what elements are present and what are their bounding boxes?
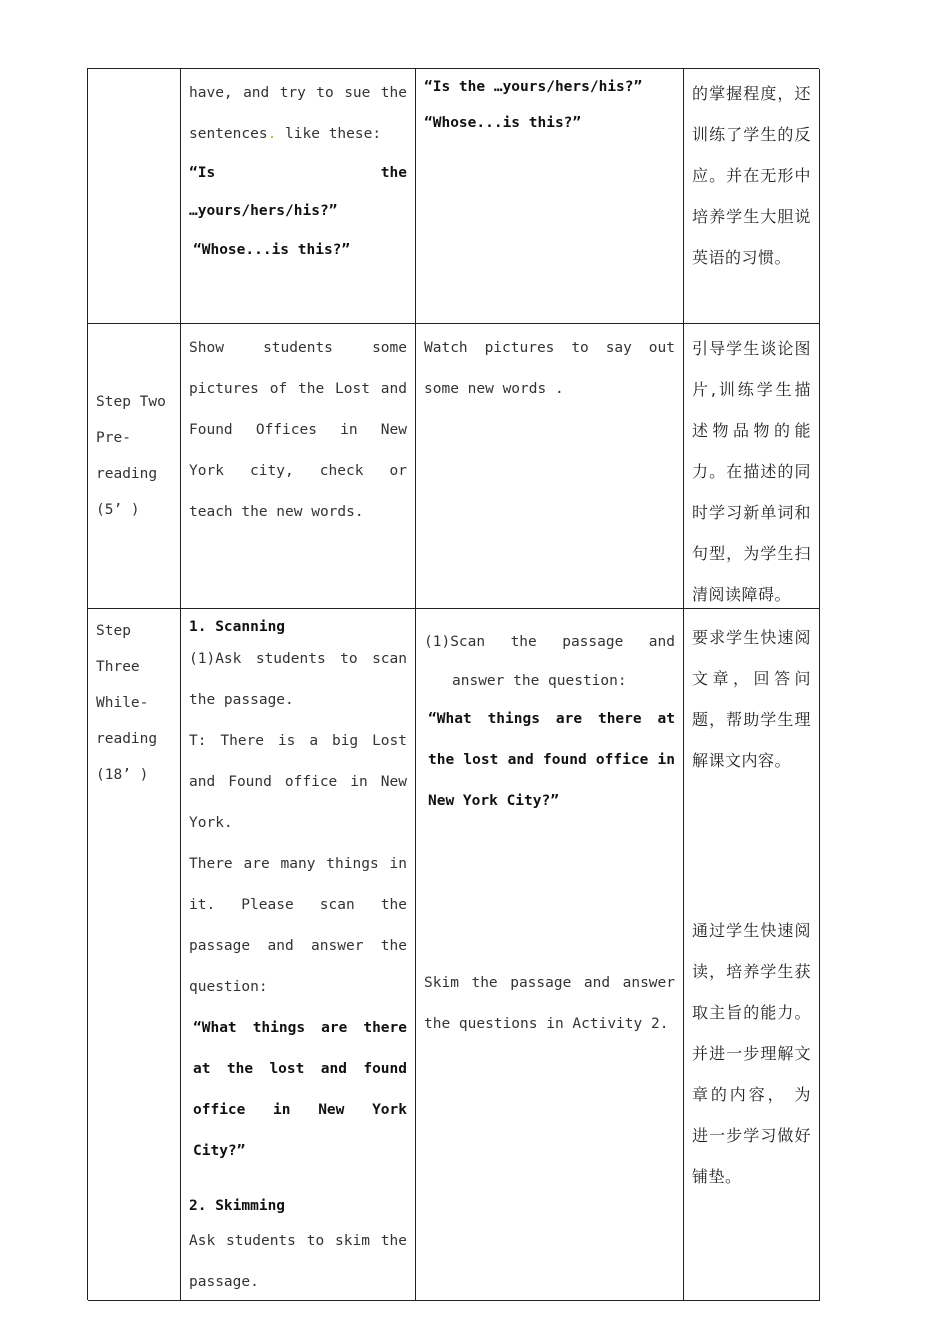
row3-step-line5: (18’ ): [96, 767, 149, 783]
row3-step-line2: Three: [96, 659, 140, 675]
row3-step-line1: Step: [96, 623, 131, 639]
row1-student-cell: [416, 69, 684, 324]
row1-col3-quote2: “Whose...is this?”: [424, 115, 582, 131]
row2-teacher-cell: [181, 324, 416, 609]
row2-teacher-text: Show students some pictures of the Lost and Found Offices in New York city, check or teach the new words.: [189, 340, 407, 520]
row2-purpose-text: 引导学生谈论图片,训练学生描述物品物的能力。在描述的同时学习新单词和句型，为学生扫清阅读障碍。: [692, 339, 811, 604]
row3-purpose-text2: 通过学生快速阅读，培养学生获取主旨的能力。并进一步理解文章的内容， 为进一步学习做好铺垫。: [692, 921, 811, 1186]
row1-quote1-line: [189, 155, 407, 191]
teacher-line1: T: There is a big Lost and Found office in New York.: [189, 733, 407, 831]
row1-word-sentences: sentences: [189, 126, 268, 142]
row2-purpose-cell: [684, 324, 820, 609]
skimming-heading: 2. Skimming: [189, 1198, 286, 1214]
row2-student-cell: [416, 324, 684, 609]
row1-quote1-end: …yours/hers/his?”: [189, 203, 338, 219]
col3-scan-line2: answer the question:: [452, 673, 627, 689]
row1-quote1-is: “Is: [189, 165, 216, 181]
row2-step-line1: Step Two: [96, 394, 166, 410]
row3-step-line4: reading: [96, 731, 158, 747]
skim-instruction: Ask students to skim the passage.: [189, 1233, 407, 1290]
row3-teacher-cell: [181, 609, 416, 1301]
row1-teacher-cell: [181, 69, 416, 324]
row3-purpose-text1: 要求学生快速阅文章，回答问题，帮助学生理解课文内容。: [692, 628, 811, 770]
row2-step-line2: Pre-: [96, 430, 131, 446]
col3-question: “What things are there at the lost and found office in New York City?”: [428, 711, 675, 809]
row3-student-cell: [416, 609, 684, 1301]
row1-col3-quote1: “Is the …yours/hers/his?”: [424, 79, 643, 95]
row2-student-text: Watch pictures to say out some new words .: [424, 340, 675, 397]
scan-instruction: (1)Ask students to scan the passage.: [189, 651, 407, 708]
row1-line1: have, and try to sue the: [189, 85, 407, 101]
row1-line2: sentences. like these:: [189, 126, 382, 142]
col3-scan-line1: (1)Scan the passage and: [424, 634, 675, 650]
row1-purpose-text: 的掌握程度，还训练了学生的反应。并在无形中培养学生大胆说英语的习惯。: [692, 84, 811, 267]
row1-word-like-these: like these:: [276, 126, 382, 142]
teacher-line2: There are many things in it. Please scan the passage and answer the question:: [189, 856, 407, 995]
row2-step-line4: (5’ ): [96, 502, 140, 518]
row2-step-cell: [88, 324, 181, 609]
row2-step-line3: reading: [96, 466, 158, 482]
row3-purpose-cell: [684, 609, 820, 1301]
lesson-plan-table: [87, 68, 819, 1300]
row3-step-cell: [88, 609, 181, 1301]
row3-step-line3: While-: [96, 695, 149, 711]
row1-quote1-the: the: [380, 165, 407, 181]
col3-skim-text: Skim the passage and answer the questions in Activity 2.: [424, 975, 675, 1032]
teacher-question: “What things are there at the lost and found office in New York City?”: [193, 1020, 407, 1159]
row1-quote2: “Whose...is this?”: [193, 242, 351, 258]
row1-purpose-cell: [684, 69, 820, 324]
scanning-heading: 1. Scanning: [189, 619, 286, 635]
row1-step-cell: [88, 69, 181, 324]
